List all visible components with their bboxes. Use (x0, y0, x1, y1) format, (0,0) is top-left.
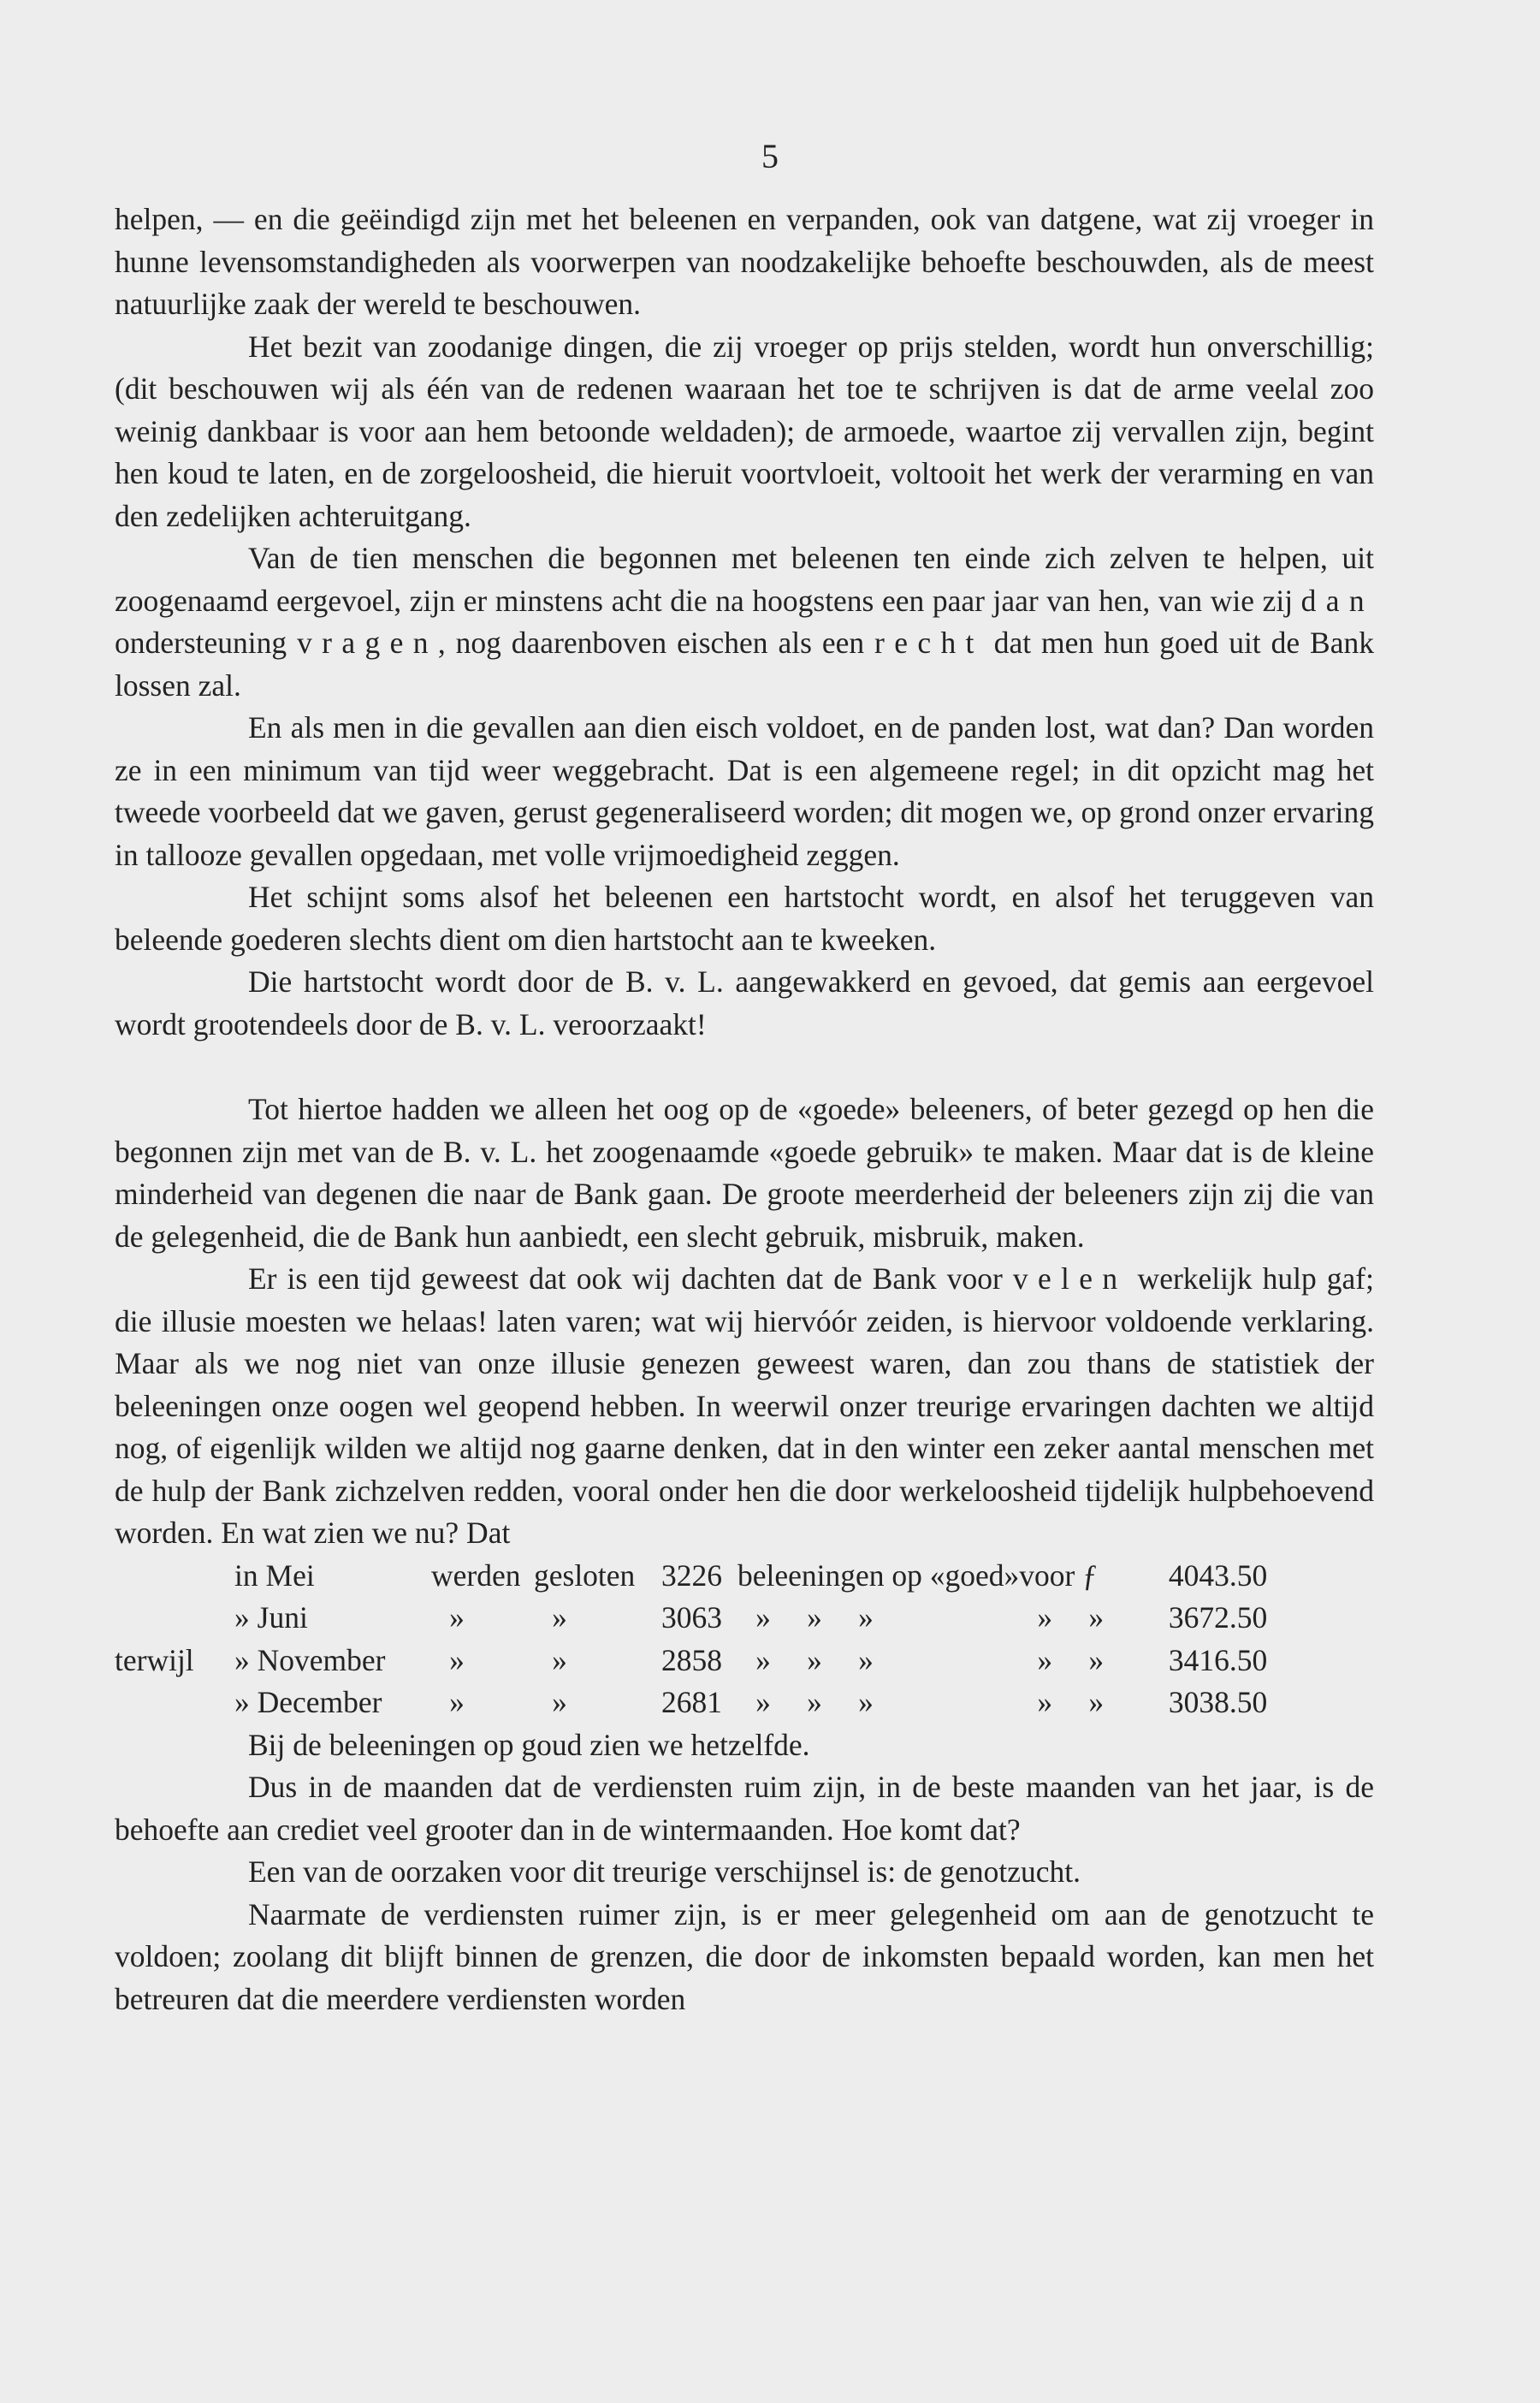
month-cell: » November (234, 1642, 386, 1677)
paragraph-3-text-3: , nog daarenboven eischen als een (437, 626, 875, 660)
paragraph-6: Die hartstocht wordt door de B. v. L. aangewakkerd en gevoed, dat gemis aan eergevoel wordt grootendeels door de B. v. L. veroorzaakt! (115, 964, 1374, 1041)
paragraph-4: En als men in die gevallen aan dien eisch voldoet, en de panden lost, wat dan? Dan worden ze in een minimum van tijd weer weggebracht. Dat is een algemeene regel; in dit opzicht mag het tweede voorbeeld dat we gaven, gerust gegeneraliseerd worden; dit mogen we, op grond onzer ervaring in tallooze gevallen opgedaan, met volle vrijmoedigheid zeggen. (115, 710, 1374, 872)
ditto-cell: » » (1037, 1642, 1105, 1677)
loan-count: 2681 (661, 1685, 722, 1719)
loan-amount: 3038.50 (1168, 1685, 1268, 1719)
table-row (115, 1640, 1267, 1682)
ditto-cell: » (449, 1600, 465, 1635)
paragraph-8-text-2: werkelijk hulp gaf; die illusie moesten we helaas! laten varen; wat wij hiervóór zeiden, is hiervoor voldoende verklaring. Maar als we nog niet van onze illusie genezen geweest waren, dan zou thans de statistiek der beleeningen onze oogen wel geopend hebben. In weerwil onzer treurige ervaringen dachten we altijd nog, of eigenlijk wilden we altijd nog gaarne denken, dat in den winter een zeker aantal menschen met de hulp der Bank zichzelven redden, vooral onder hen die door werkeloosheid tijdelijk hulpbehoevend worden. En wat zien we nu? Dat (115, 1261, 1374, 1550)
paragraph-3-text-2: ondersteuning (115, 626, 298, 660)
body-text (115, 199, 1374, 2020)
spaced-word-vragen: vragen (297, 626, 438, 660)
ditto-cell: » (552, 1642, 567, 1677)
loan-amount: 3672.50 (1168, 1600, 1268, 1635)
verb-cell: werden (431, 1558, 521, 1593)
ditto-cell: » » » (755, 1642, 874, 1677)
paragraph-7: Tot hiertoe hadden we alleen het oog op de «goede» beleeners, of beter gezegd op hen die begonnen zijn met van de B. v. L. het zoogenaamde «goede gebruik» te maken. Maar dat is de kleine minderheid van degenen die naar de Bank gaan. De groote meerderheid der beleeners zijn zij die van de gelegenheid, die de Bank hun aanbiedt, een slecht gebruik, misbruik, maken. (115, 1092, 1374, 1254)
ditto-cell: » » » (755, 1600, 874, 1635)
spaced-word-velen: velen (1012, 1261, 1128, 1296)
paragraph-1: helpen, — en die geëindigd zijn met het beleenen en verpanden, ook van datgene, wat zij vroeger in hunne levensomstandigheden als voorwerpen van noodzakelijke behoefte beschouwden, als de meest natuurlijke zaak der wereld te beschouwen. (115, 202, 1374, 321)
preposition-cell: voor ƒ (1019, 1558, 1098, 1593)
row-prefix: terwijl (115, 1642, 194, 1677)
paragraph-3 (115, 537, 1374, 707)
row-prefix (115, 1555, 234, 1598)
loan-count: 3226 (661, 1558, 722, 1593)
spaced-word-recht: recht (874, 626, 984, 660)
paragraph-10: Dus in de maanden dat de verdiensten ruim zijn, in de beste maanden van het jaar, is de behoefte aan crediet veel grooter dan in de wintermaanden. Hoe komt dat? (115, 1770, 1374, 1847)
paragraph-3-text-1: Van de tien menschen die begonnen met beleenen ten einde zich zelven te helpen, uit zoogenaamd eergevoel, zijn er minstens acht die na hoogstens een paar jaar van hen, van wie zij (115, 541, 1374, 618)
ditto-cell: » (449, 1642, 465, 1677)
loan-amount: 3416.50 (1168, 1642, 1268, 1677)
ditto-cell: » (449, 1685, 465, 1719)
month-cell: » December (234, 1685, 382, 1719)
verb-cell: gesloten (534, 1558, 636, 1593)
paragraph-12: Naarmate de verdiensten ruimer zijn, is er meer gelegenheid om aan de genotzucht te voldoen; zoolang dit blijft binnen de grenzen, die door de inkomsten bepaald worden, kan men het betreuren dat die meerdere verdiensten worden (115, 1896, 1374, 2016)
ditto-cell: » » (1037, 1685, 1105, 1719)
paragraph-3-text-4: dat men hun goed uit de Bank lossen zal. (115, 626, 1374, 703)
paragraph-8-text-1: Er is een tijd geweest dat ook wij dachten dat de Bank voor (248, 1261, 1013, 1296)
table-row (115, 1555, 1267, 1598)
spaced-word-dan: dan (1300, 583, 1374, 618)
month-cell: » Juni (234, 1600, 308, 1635)
loan-count: 3063 (661, 1600, 722, 1635)
paragraph-8 (115, 1258, 1374, 1555)
month-cell: in Mei (234, 1558, 315, 1593)
loan-statistics-table (115, 1555, 1267, 1724)
paragraph-11: Een van de oorzaken voor dit treurige verschijnsel is: de genotzucht. (248, 1854, 1081, 1889)
description-cell: beleeningen op «goed» (737, 1558, 1020, 1593)
table-row (115, 1597, 1267, 1640)
loan-amount: 4043.50 (1168, 1558, 1268, 1593)
page-number: 5 (761, 137, 779, 175)
guilder-sign: ƒ (1082, 1558, 1098, 1593)
table-row (115, 1682, 1267, 1724)
ditto-cell: » » (1037, 1600, 1105, 1635)
ditto-cell: » (552, 1600, 567, 1635)
ditto-cell: » » » (755, 1685, 874, 1719)
ditto-cell: » (552, 1685, 567, 1719)
loan-count: 2858 (661, 1642, 722, 1677)
paragraph-2: Het bezit van zoodanige dingen, die zij vroeger op prijs stelden, wordt hun onverschillig; (dit beschouwen wij als één van de redenen waaraan het toe te schrijven is dat de arme veelal zoo weinig dankbaar is voor aan hem betoonde weldaden); de armoede, waartoe zij vervallen zijn, begint hen koud te laten, en de zorgeloosheid, die hieruit voortvloeit, voltooit het werk der verarming en van den zedelijken achteruitgang. (115, 329, 1374, 533)
row-prefix (115, 1597, 234, 1640)
paragraph-5: Het schijnt soms alsof het beleenen een hartstocht wordt, en alsof het teruggeven van beleende goederen slechts dient om dien hartstocht aan te kweeken. (115, 880, 1374, 957)
row-prefix (115, 1682, 234, 1724)
paragraph-9: Bij de beleeningen op goud zien we hetzelfde. (248, 1727, 810, 1762)
